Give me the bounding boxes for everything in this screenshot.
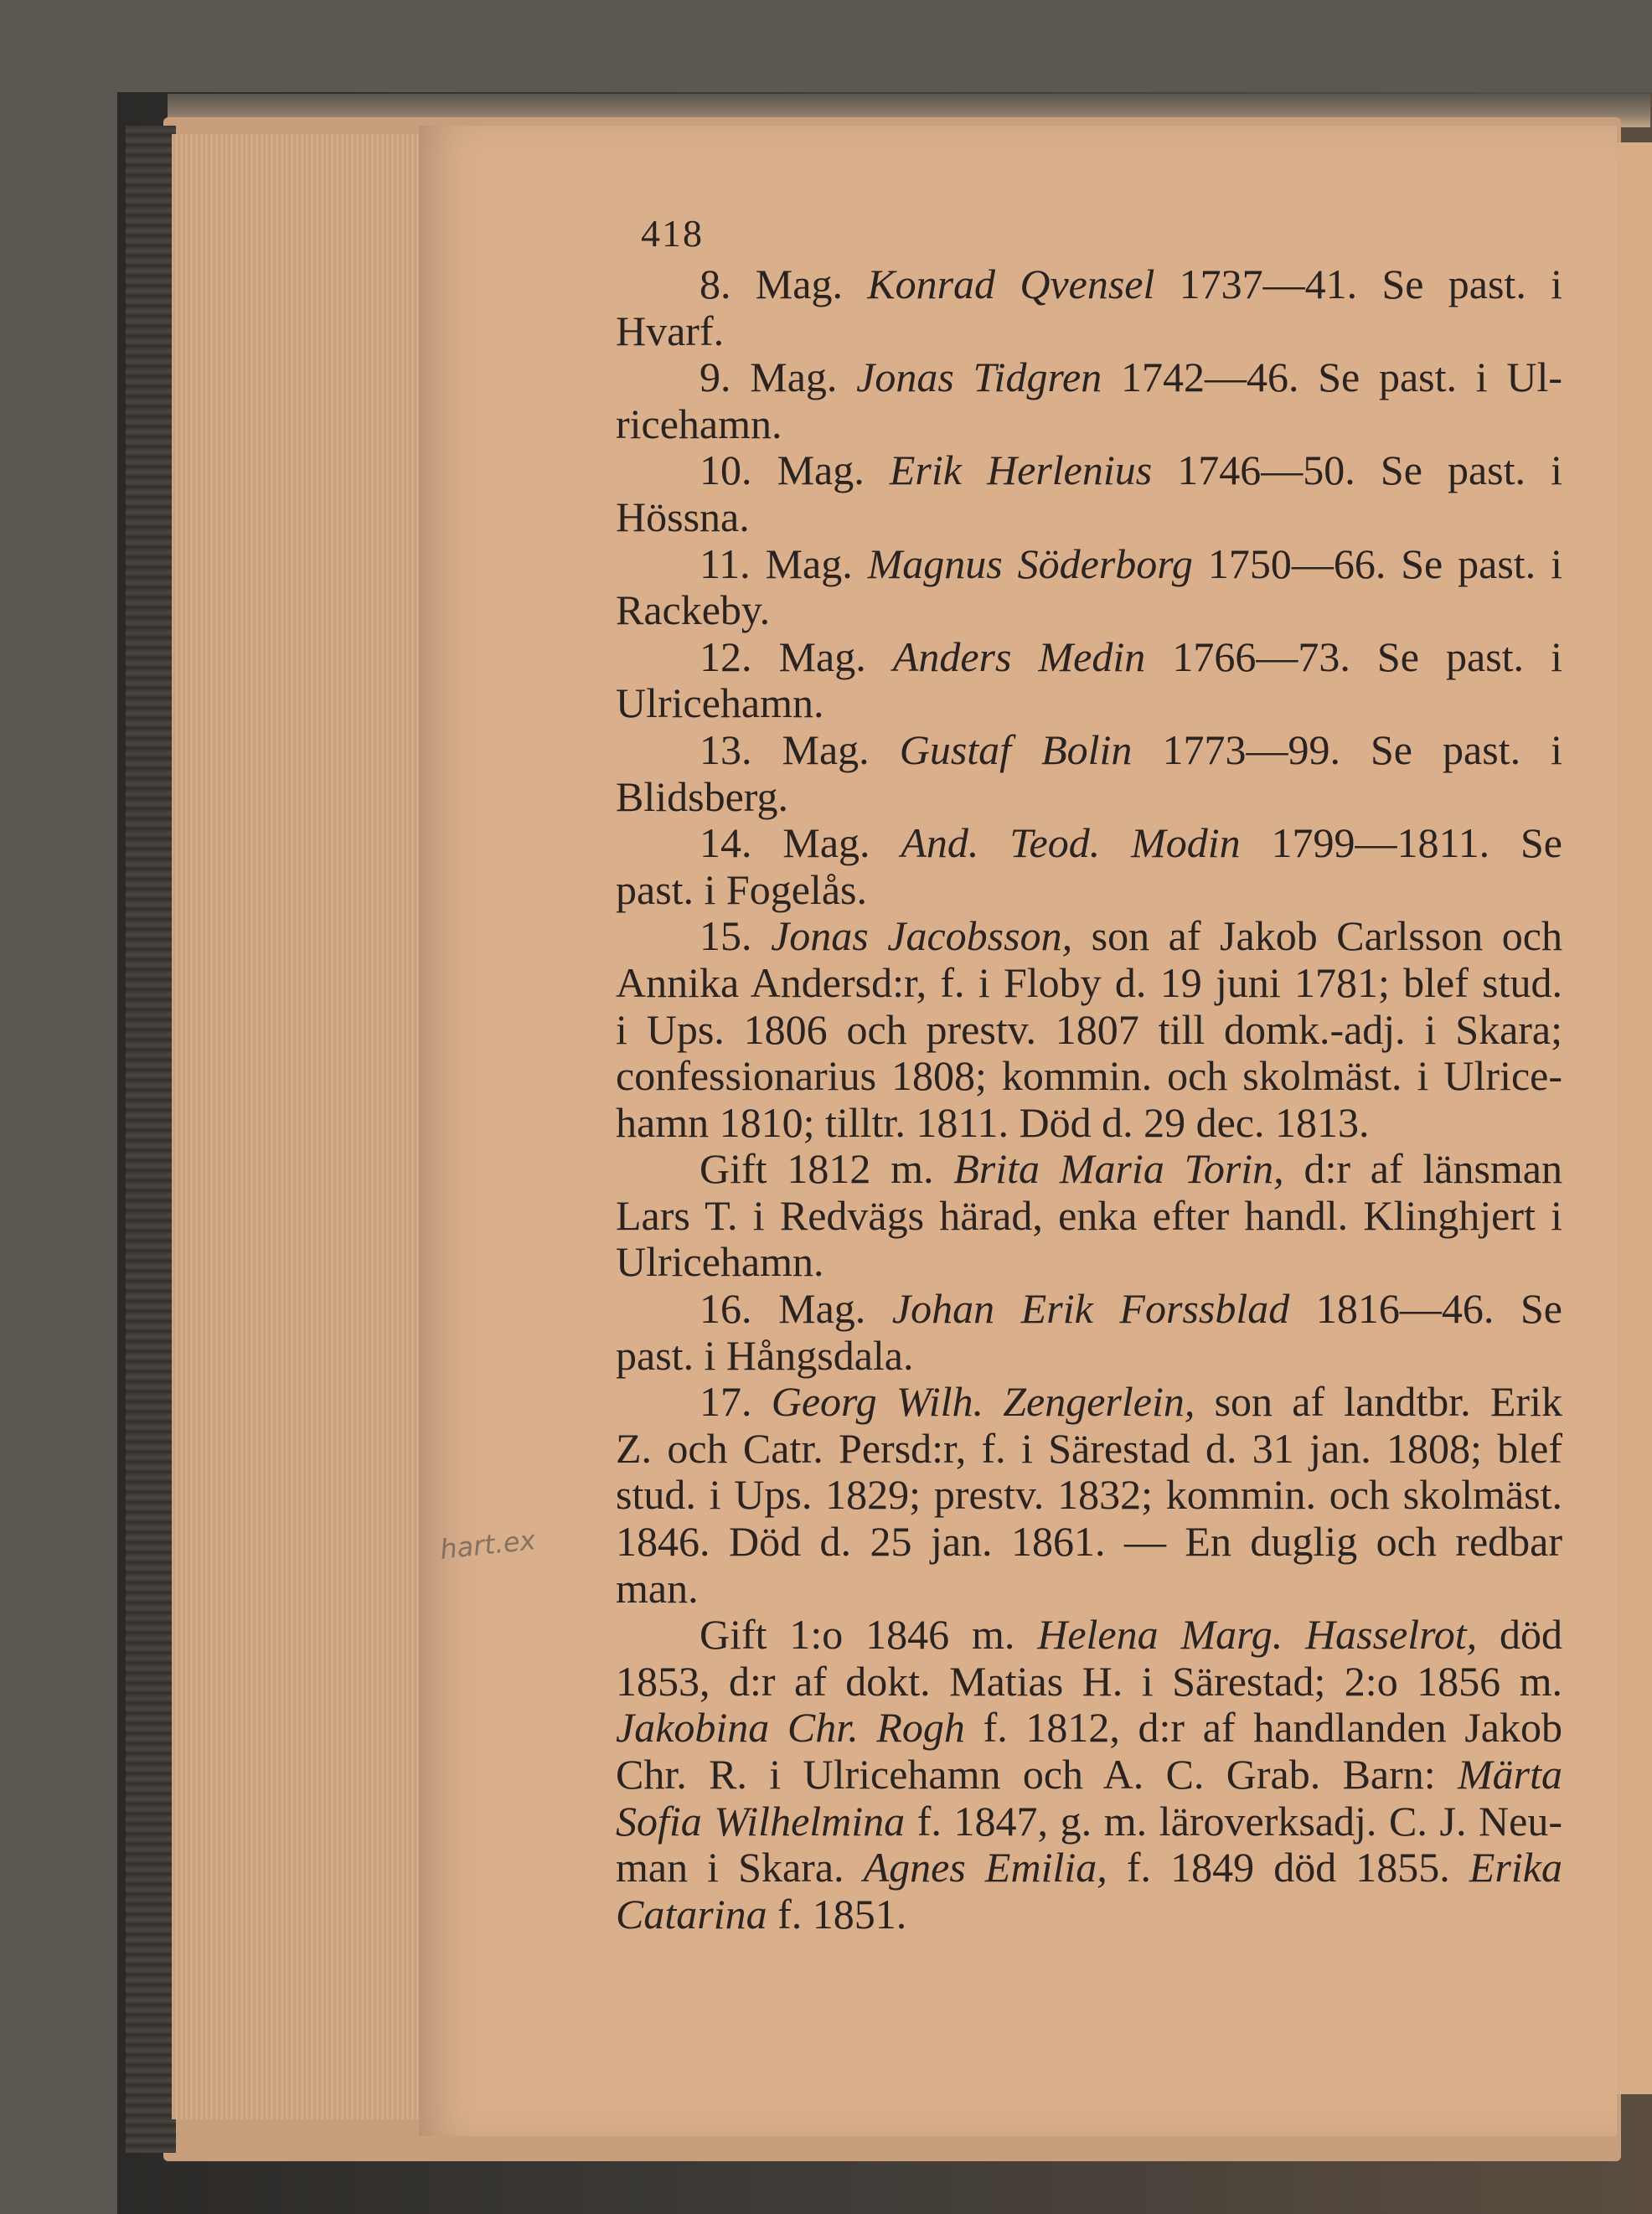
text-run: 1816—46. Se	[1289, 1285, 1562, 1333]
text-line	[616, 1426, 1562, 1473]
text-line	[616, 1286, 1562, 1333]
text-run: död	[1477, 1611, 1563, 1659]
text-line	[616, 820, 1562, 867]
text-line	[616, 541, 1562, 588]
text-run: ricehamn.	[616, 400, 782, 447]
entry	[616, 447, 1562, 540]
italic-name: Erik Herlenius	[889, 446, 1153, 494]
text-line	[616, 1799, 1562, 1845]
entry-number: 16.	[700, 1285, 779, 1333]
text-run: f. 1812, d:r af handlanden Jakob	[964, 1704, 1562, 1752]
entry-number: 17.	[700, 1378, 772, 1426]
facing-page-edge	[1617, 142, 1652, 2094]
text-line	[616, 1100, 1562, 1147]
italic-name: Helena Marg. Hasselrot,	[1037, 1611, 1478, 1659]
text-run: Mag.	[778, 1285, 892, 1333]
text-line	[616, 960, 1562, 1007]
text-run: Rackeby.	[616, 586, 771, 634]
text-line	[616, 1193, 1562, 1240]
text-run: 1846. Död d. 25 jan. 1861. — En duglig och redbar	[616, 1518, 1562, 1566]
text-run: 1742—46. Se past. i Ul-	[1102, 354, 1562, 401]
text-line	[616, 308, 1562, 355]
entry-number: 8.	[700, 261, 756, 307]
text-line	[616, 774, 1562, 821]
entry	[616, 634, 1562, 727]
entry	[616, 820, 1562, 913]
text-run: Gift 1:o 1846 m.	[700, 1611, 1038, 1659]
italic-name: Brita Maria Torin,	[953, 1145, 1284, 1193]
entry-number: 10.	[700, 446, 777, 494]
text-line	[616, 1891, 1562, 1938]
italic-name: Catarina	[616, 1890, 767, 1938]
italic-name: Georg Wilh. Zengerlein,	[771, 1378, 1195, 1426]
text-line	[616, 1659, 1562, 1706]
text-run: man i Skara.	[616, 1844, 864, 1891]
italic-name: Johan Erik Forssblad	[891, 1285, 1290, 1333]
italic-name: And. Teod. Modin	[901, 819, 1241, 867]
text-line	[616, 587, 1562, 634]
text-line	[616, 447, 1562, 494]
italic-name: Anders Medin	[892, 632, 1146, 680]
book-spine	[126, 126, 176, 2153]
italic-name: Sofia Wilhelmina	[616, 1797, 906, 1845]
entry	[616, 1379, 1562, 1938]
page-text	[616, 211, 1562, 1938]
text-run: Mag.	[755, 261, 868, 307]
text-run: son af landtbr. Erik	[1195, 1378, 1562, 1426]
text-run: Ulricehamn.	[616, 1238, 824, 1286]
text-run: confessionarius 1808; kommin. och skolmäst. i Ulrice-	[616, 1052, 1562, 1100]
text-run: Mag.	[782, 819, 901, 867]
text-run: Mag.	[778, 632, 893, 680]
entry-number: 13.	[700, 725, 782, 773]
italic-name: Agnes Emilia,	[863, 1844, 1107, 1891]
text-run: Mag.	[782, 725, 900, 773]
text-run: stud. i Ups. 1829; prestv. 1832; kommin. och skolmäst.	[616, 1471, 1562, 1519]
text-run: man.	[616, 1564, 699, 1612]
text-line	[616, 867, 1562, 914]
italic-name: Magnus Söderborg	[867, 539, 1193, 587]
text-line	[616, 1472, 1562, 1519]
text-run: Z. och Catr. Persd:r, f. i Särestad d. 31 jan. 1808; blef	[616, 1424, 1562, 1472]
text-run: 1773—99. Se past. i	[1132, 725, 1562, 773]
text-line	[616, 1519, 1562, 1566]
text-run: Hvarf.	[616, 307, 725, 354]
text-run: Mag.	[777, 446, 890, 494]
page-stack-edge	[172, 134, 423, 2119]
text-run: Chr. R. i Ulricehamn och A. C. Grab. Barn:	[616, 1751, 1458, 1798]
text-line	[616, 913, 1562, 960]
text-line	[616, 354, 1562, 401]
entry-number: 15.	[700, 912, 772, 960]
text-line	[616, 1239, 1562, 1286]
text-run: Annika Andersd:r, f. i Floby d. 19 juni 1781; blef stud.	[616, 958, 1562, 1006]
text-line	[616, 1705, 1562, 1752]
italic-name: Jonas Tidgren	[856, 354, 1102, 401]
text-run: f. 1847, g. m. läroverksadj. C. J. Neu-	[905, 1797, 1563, 1845]
text-run: Lars T. i Redvägs härad, enka efter handl. Klinghjert i	[616, 1191, 1562, 1239]
text-run: 1766—73. Se past. i	[1145, 632, 1563, 680]
text-run: Blidsberg.	[616, 772, 789, 820]
text-run: f. 1849 död 1855.	[1107, 1844, 1469, 1891]
text-run: Gift 1812 m.	[700, 1145, 954, 1193]
text-line	[616, 1612, 1562, 1659]
entry	[616, 541, 1562, 634]
entry	[616, 261, 1562, 354]
text-run: Mag.	[765, 539, 868, 587]
text-line	[616, 1566, 1562, 1613]
text-line	[616, 1053, 1562, 1100]
text-run: d:r af länsman	[1283, 1145, 1563, 1193]
text-line	[616, 634, 1562, 681]
text-line	[616, 680, 1562, 727]
text-run: 1853, d:r af dokt. Matias H. i Särestad; 2:o 1856 m.	[616, 1657, 1562, 1705]
text-run: f. 1851.	[767, 1890, 907, 1938]
text-run: Mag.	[750, 354, 857, 401]
page-number: 418	[641, 212, 704, 255]
text-run: i Ups. 1806 och prestv. 1807 till domk.-adj. i Skara;	[616, 1005, 1562, 1053]
text-line	[616, 1845, 1562, 1891]
text-run: son af Jakob Carlsson och	[1072, 912, 1563, 960]
italic-name: Märta	[1458, 1751, 1562, 1798]
italic-name: Jonas Jacobsson,	[771, 912, 1073, 960]
text-line	[616, 494, 1562, 541]
italic-name: Konrad Qvensel	[867, 261, 1155, 307]
text-run: 1799—1811. Se	[1240, 819, 1562, 867]
text-run: Ulricehamn.	[616, 679, 824, 727]
text-run: past. i Hångsdala.	[616, 1331, 914, 1379]
text-line	[616, 1379, 1562, 1426]
text-run: hamn 1810; tilltr. 1811. Död d. 29 dec. 1813.	[616, 1098, 1370, 1146]
entry-number: 9.	[700, 354, 751, 401]
entry-number: 12.	[700, 632, 779, 680]
text-line	[616, 1333, 1562, 1380]
entry	[616, 354, 1562, 447]
entry-number: 11.	[700, 539, 766, 587]
text-line	[616, 1752, 1562, 1799]
entry	[616, 727, 1562, 820]
handwritten-margin-note: hart.ex	[438, 1524, 538, 1566]
text-run: 1750—66. Se past. i	[1192, 539, 1562, 587]
italic-name: Erika	[1469, 1844, 1562, 1891]
text-line	[616, 401, 1562, 448]
text-run: past. i Fogelås.	[616, 865, 867, 913]
text-run: 1746—50. Se past. i	[1152, 446, 1563, 494]
entry	[616, 913, 1562, 1286]
entry	[616, 1286, 1562, 1379]
text-run: Hössna.	[616, 493, 750, 540]
text-run: 1737—41. Se past. i	[1154, 261, 1563, 307]
text-line	[616, 1007, 1562, 1054]
text-line	[616, 1146, 1562, 1193]
italic-name: Jakobina Chr. Rogh	[616, 1704, 965, 1752]
italic-name: Gustaf Bolin	[899, 725, 1133, 773]
entry-number: 14.	[700, 819, 783, 867]
text-line	[616, 261, 1562, 308]
text-line	[616, 727, 1562, 774]
